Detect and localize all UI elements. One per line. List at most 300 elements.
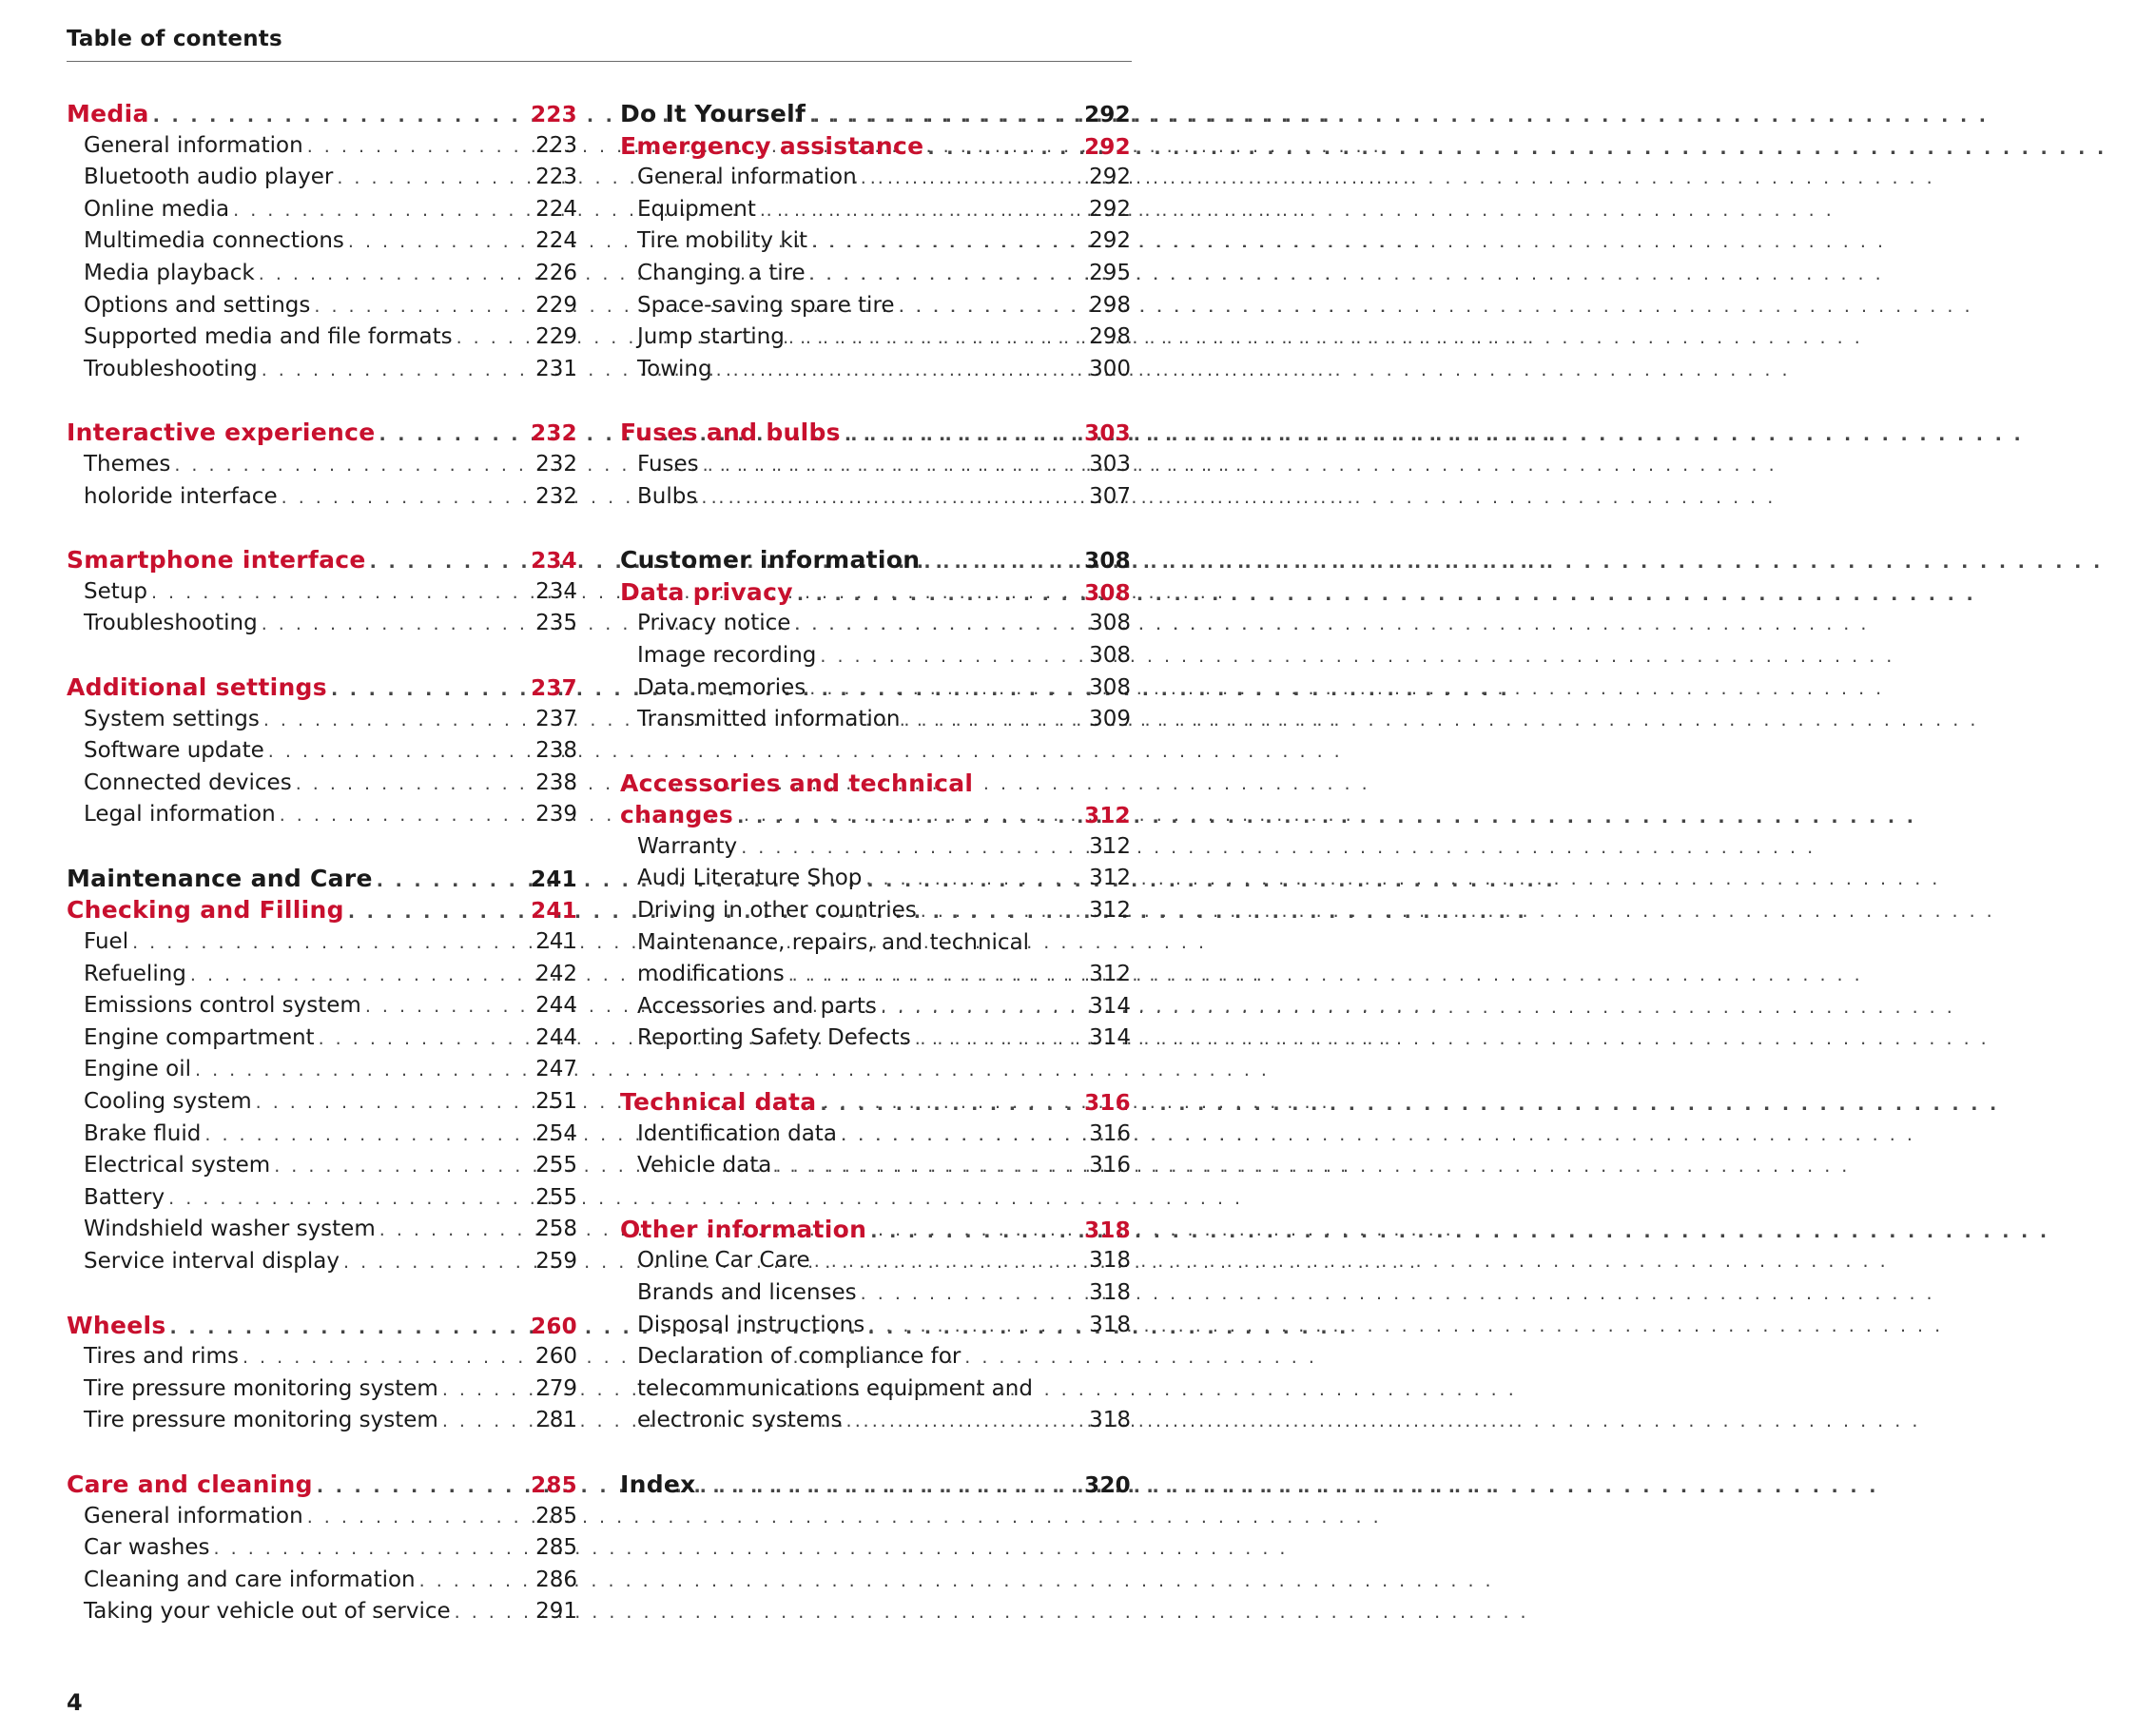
toc-entry-page: 241 <box>531 866 577 892</box>
toc-entry-page: 298 <box>1089 292 1131 318</box>
toc-entry-label: Service interval display <box>84 1249 340 1274</box>
toc-section <box>620 98 1131 385</box>
toc-item-declaration-of-compliance-for[interactable] <box>620 1341 1131 1373</box>
toc-item-data-memories[interactable] <box>620 672 1131 705</box>
toc-entry-page: 318 <box>1089 1312 1131 1337</box>
toc-entry-label: Engine compartment <box>84 1024 315 1050</box>
toc-entry-page: 237 <box>531 675 577 701</box>
toc-entry-page: 244 <box>535 1024 577 1050</box>
dot-leader <box>845 419 1059 452</box>
toc-item-space-saving-spare-tire[interactable] <box>620 290 1131 322</box>
toc-entry-page: 314 <box>1089 1025 1131 1051</box>
toc-entry-label: telecommunications equipment and <box>637 1375 1033 1401</box>
toc-item-cooling-system[interactable] <box>67 1086 577 1119</box>
toc-item-warranty[interactable] <box>620 831 1131 864</box>
toc-entry-page: 308 <box>1089 674 1131 700</box>
toc-heading-accessories-and-technical[interactable] <box>620 768 1131 800</box>
toc-entry-label: Identification data <box>637 1120 837 1146</box>
toc-item-driving-in-other-countries[interactable] <box>620 895 1131 927</box>
toc-entry-page: 226 <box>535 260 577 285</box>
toc-item-transmitted-information[interactable] <box>620 704 1131 736</box>
dot-leader <box>337 163 509 195</box>
toc-entry-page: 312 <box>1089 866 1131 891</box>
dot-leader <box>861 1278 1062 1311</box>
toc-entry-page: 235 <box>535 611 577 636</box>
toc-entry-label: Fuel <box>84 929 129 955</box>
toc-item-tire-pressure-monitoring-system[interactable] <box>67 1373 577 1406</box>
toc-entry-page: 292 <box>1089 228 1131 254</box>
toc-entry-page: 239 <box>535 802 577 828</box>
toc-entry-page: 247 <box>535 1057 577 1082</box>
toc-entry-page: 232 <box>531 421 577 447</box>
toc-entry-label: Software update <box>84 738 264 764</box>
dot-leader <box>274 1151 509 1183</box>
toc-entry-page: 308 <box>1084 580 1131 606</box>
toc-entry-label: Electrical system <box>84 1153 271 1178</box>
toc-entry-label: electronic systems <box>637 1408 843 1433</box>
toc-entry-label: Towing <box>637 356 712 381</box>
toc-item-equipment[interactable] <box>620 194 1131 226</box>
toc-entry-label: Engine oil <box>84 1057 191 1082</box>
toc-item-fuel[interactable] <box>67 926 577 959</box>
dot-leader <box>703 450 1062 482</box>
toc-entry-page: 300 <box>1089 356 1131 381</box>
dot-leader <box>741 832 1062 865</box>
toc-entry-label: Changing a tire <box>637 260 806 285</box>
dot-leader <box>262 355 509 387</box>
dot-leader <box>190 960 509 992</box>
toc-entry-label: Car washes <box>84 1535 210 1561</box>
toc-item-changing-a-tire[interactable] <box>620 258 1131 290</box>
toc-entry-label: Maintenance and Care <box>67 864 373 892</box>
toc-entry-label: Emergency assistance <box>620 131 924 160</box>
dot-leader <box>307 1502 509 1534</box>
toc-entry-label: Cooling system <box>84 1089 252 1115</box>
toc-item-identification-data[interactable] <box>620 1119 1131 1151</box>
toc-entry-label: Bluetooth audio player <box>84 165 334 190</box>
toc-entry-page: 320 <box>1084 1472 1131 1498</box>
toc-entry-label: Jump starting <box>637 324 785 350</box>
toc-entry-label: Image recording <box>637 642 817 668</box>
toc-entry-page: 232 <box>535 451 577 477</box>
toc-entry-page: 285 <box>531 1472 577 1498</box>
toc-item-brands-and-licenses[interactable] <box>620 1277 1131 1310</box>
toc-entry-label: Audi Literature Shop <box>637 866 863 891</box>
dot-leader <box>204 1120 509 1152</box>
toc-entry-label: changes <box>620 801 734 829</box>
dot-leader <box>788 960 1062 992</box>
toc-item-car-washes[interactable] <box>67 1532 577 1565</box>
dot-leader <box>343 1247 509 1279</box>
toc-entry-label: Taking your vehicle out of service <box>84 1599 451 1625</box>
toc-item-software-update[interactable] <box>67 735 577 768</box>
toc-entry-label: Multimedia connections <box>84 228 344 254</box>
dot-leader <box>915 1023 1062 1056</box>
toc-item-towing[interactable] <box>620 354 1131 386</box>
toc-entry-page: 279 <box>535 1375 577 1401</box>
toc-item-options-and-settings[interactable] <box>67 290 577 322</box>
toc-entry-page: 224 <box>535 196 577 222</box>
toc-item-themes[interactable] <box>67 449 577 481</box>
toc-entry-label: Space-saving spare tire <box>637 292 895 318</box>
dot-leader <box>903 705 1062 737</box>
toc-entry-label: Privacy notice <box>637 611 791 636</box>
dot-leader <box>214 1533 509 1566</box>
toc-entry-label: Refueling <box>84 961 186 986</box>
toc-entry-label: Disposal instructions <box>637 1312 865 1337</box>
toc-entry-page: 224 <box>535 228 577 254</box>
toc-section <box>67 863 577 1278</box>
dot-leader <box>865 864 1062 896</box>
toc-entry-page: 291 <box>535 1599 577 1625</box>
toc-subheading-checking-and-filling[interactable] <box>67 894 577 926</box>
dot-leader <box>921 896 1062 928</box>
toc-entry-label: General information <box>84 1503 303 1529</box>
toc-section <box>67 1310 577 1437</box>
dot-leader <box>331 674 506 707</box>
dot-leader <box>797 579 1059 612</box>
toc-entry-page: 234 <box>531 549 577 574</box>
toc-entry-label: Declaration of compliance for <box>637 1344 961 1370</box>
toc-item-privacy-notice[interactable] <box>620 608 1131 640</box>
toc-heading-interactive-experience[interactable] <box>67 417 577 449</box>
toc-item-connected-devices[interactable] <box>67 768 577 800</box>
toc-entry-label: Accessories and technical <box>620 769 974 797</box>
toc-entry-label: Data privacy <box>620 577 793 606</box>
toc-entry-label: Themes <box>84 451 171 477</box>
dot-leader <box>775 1151 1062 1183</box>
toc-section <box>620 1214 1131 1437</box>
dot-leader <box>841 1120 1062 1152</box>
toc-item-tires-and-rims[interactable] <box>67 1341 577 1373</box>
toc-entry-page: 241 <box>535 929 577 955</box>
toc-item-accessories-and-parts[interactable] <box>620 991 1131 1023</box>
toc-heading-index[interactable] <box>620 1469 1131 1501</box>
toc-item-disposal-instructions[interactable] <box>620 1310 1131 1342</box>
toc-item-tire-pressure-monitoring-system[interactable] <box>67 1405 577 1437</box>
toc-item-emissions-control-system[interactable] <box>67 990 577 1022</box>
toc-heading-customer-information[interactable] <box>620 544 1131 576</box>
toc-entry-label: Smartphone interface <box>67 546 366 574</box>
toc-entry-label: Fuses and bulbs <box>620 419 841 447</box>
dot-leader <box>377 866 506 898</box>
toc-entry-label: Equipment <box>637 196 756 222</box>
toc-item-maintenance-repairs-and-technical[interactable] <box>620 959 1131 991</box>
dot-leader <box>814 1246 1062 1278</box>
toc-entry-page: 316 <box>1084 1091 1131 1117</box>
dot-leader <box>442 1406 509 1438</box>
toc-item-holoride-interface[interactable] <box>67 481 577 514</box>
toc-entry-page: 234 <box>535 578 577 604</box>
toc-entry-label: Troubleshooting <box>84 611 258 636</box>
toc-item-bluetooth-audio-player[interactable] <box>67 162 577 194</box>
dot-leader <box>700 1471 1060 1504</box>
dot-leader <box>348 226 509 259</box>
toc-column-right <box>620 98 1131 1532</box>
toc-entry-label: Brake fluid <box>84 1120 202 1146</box>
toc-entry-page: 309 <box>1089 707 1131 732</box>
toc-entry-label: Index <box>620 1470 696 1498</box>
toc-item-audi-literature-shop[interactable] <box>620 863 1131 895</box>
dot-leader <box>788 322 1062 355</box>
toc-entry-label: Online media <box>84 196 230 222</box>
toc-item-bulbs[interactable] <box>620 481 1131 514</box>
toc-entry-label: Reporting Safety Defects <box>637 1025 911 1051</box>
toc-item-legal-information[interactable] <box>67 799 577 831</box>
toc-item-reporting-safety-defects[interactable] <box>620 1022 1131 1055</box>
toc-entry-label: Options and settings <box>84 292 311 318</box>
dot-leader <box>151 577 509 610</box>
dot-leader <box>899 291 1062 323</box>
toc-entry-label: Windshield washer system <box>84 1217 376 1242</box>
toc-entry-page: 241 <box>531 899 577 925</box>
toc-entry-label: Fuses <box>637 451 699 477</box>
toc-item-declaration-of-compliance-for[interactable] <box>620 1373 1131 1406</box>
dot-leader <box>174 450 509 482</box>
dot-leader <box>256 1087 509 1120</box>
toc-entry-page: 244 <box>535 993 577 1019</box>
toc-subheading-data-privacy[interactable] <box>620 576 1131 609</box>
toc-entry-page: 259 <box>535 1249 577 1274</box>
dot-leader <box>809 101 1059 133</box>
toc-entry-label: Media <box>67 100 149 127</box>
toc-item-windshield-washer-system[interactable] <box>67 1214 577 1246</box>
toc-entry-label: Wheels <box>67 1311 166 1339</box>
dot-leader <box>716 355 1062 387</box>
toc-entry-page: 238 <box>535 769 577 795</box>
dot-leader <box>348 897 506 929</box>
toc-item-setup[interactable] <box>67 576 577 609</box>
toc-entry-label: Tire pressure monitoring system <box>84 1408 438 1433</box>
toc-section <box>67 1469 577 1628</box>
dot-leader <box>820 641 1062 673</box>
dot-leader <box>923 547 1059 579</box>
toc-entry-label: Do It Yourself <box>620 100 806 127</box>
toc-entry-page: 285 <box>535 1503 577 1529</box>
toc-item-fuses[interactable] <box>620 449 1131 481</box>
toc-entry-label: Media playback <box>84 260 255 285</box>
toc-item-taking-your-vehicle-out-of-service[interactable] <box>67 1596 577 1628</box>
toc-entry-page: 281 <box>535 1408 577 1433</box>
toc-entry-page: 298 <box>1089 324 1131 350</box>
toc-entry-page: 255 <box>535 1153 577 1178</box>
dot-leader <box>319 1023 509 1056</box>
toc-entry-label: General information <box>84 132 303 158</box>
dot-leader <box>701 482 1062 515</box>
dot-leader <box>861 163 1062 195</box>
dot-leader <box>760 195 1062 227</box>
toc-entry-label: Data memories <box>637 674 806 700</box>
toc-entry-label: Tire pressure monitoring system <box>84 1375 438 1401</box>
toc-entry-label: Legal information <box>84 802 276 828</box>
dot-leader <box>881 992 1062 1024</box>
dot-leader <box>809 259 1062 291</box>
toc-entry-label: Connected devices <box>84 769 292 795</box>
toc-entry-page: 255 <box>535 1184 577 1210</box>
toc-entry-page: 308 <box>1089 642 1131 668</box>
toc-item-online-media[interactable] <box>67 194 577 226</box>
toc-entry-label: Setup <box>84 578 147 604</box>
toc-entry-label: System settings <box>84 706 260 731</box>
dot-leader <box>456 322 509 355</box>
toc-entry-page: 237 <box>535 706 577 731</box>
toc-heading-smartphone-interface[interactable] <box>67 544 577 576</box>
toc-item-tire-mobility-kit[interactable] <box>620 225 1131 258</box>
toc-heading-do-it-yourself[interactable] <box>620 98 1131 130</box>
dot-leader <box>365 991 509 1023</box>
toc-entry-page: 318 <box>1089 1280 1131 1305</box>
toc-entry-label: holoride interface <box>84 483 278 509</box>
toc-entry-page: 312 <box>1089 833 1131 859</box>
toc-item-cleaning-and-care-information[interactable] <box>67 1565 577 1597</box>
toc-entry-label: Tire mobility kit <box>637 228 808 254</box>
toc-entry-label: Brands and licenses <box>637 1280 857 1305</box>
toc-entry-page: 292 <box>1084 134 1131 160</box>
toc-entry-page: 238 <box>535 738 577 764</box>
toc-section <box>67 98 577 385</box>
toc-entry-page: 223 <box>535 165 577 190</box>
toc-item-vehicle-data[interactable] <box>620 1150 1131 1182</box>
toc-item-media-playback[interactable] <box>67 258 577 290</box>
toc-item-troubleshooting[interactable] <box>67 354 577 386</box>
dot-leader <box>282 482 509 515</box>
dot-leader <box>233 195 509 227</box>
toc-entry-page: 292 <box>1089 165 1131 190</box>
dot-leader <box>262 609 509 641</box>
toc-entry-page: 251 <box>535 1089 577 1115</box>
toc-entry-label: General information <box>637 165 857 190</box>
toc-entry-page: 316 <box>1089 1120 1131 1146</box>
toc-entry-label: Other information <box>620 1215 867 1243</box>
toc-entry-label: Driving in other countries <box>637 898 917 924</box>
toc-entry-label: Checking and Filling <box>67 896 344 925</box>
dot-leader <box>379 419 506 452</box>
toc-entry-page: 312 <box>1084 804 1131 829</box>
toc-entry-page: 229 <box>535 324 577 350</box>
toc-entry-page: 223 <box>535 132 577 158</box>
toc-entry-label: Bulbs <box>637 483 698 509</box>
toc-entry-page: 308 <box>1089 611 1131 636</box>
toc-item-engine-oil[interactable] <box>67 1054 577 1086</box>
toc-entry-page: 231 <box>535 356 577 381</box>
toc-item-electrical-system[interactable] <box>67 1150 577 1182</box>
dot-leader <box>314 291 509 323</box>
dot-leader <box>809 673 1062 706</box>
toc-entry-page: 258 <box>535 1217 577 1242</box>
toc-heading-media[interactable] <box>67 98 577 130</box>
toc-entry-page: 316 <box>1089 1153 1131 1178</box>
toc-heading-other-information[interactable] <box>620 1214 1131 1246</box>
toc-heading-fuses-and-bulbs[interactable] <box>620 417 1131 449</box>
toc-entry-label: Supported media and file formats <box>84 324 453 350</box>
toc-heading-changes[interactable] <box>620 799 1131 831</box>
dot-leader <box>296 769 509 801</box>
toc-heading-additional-settings[interactable] <box>67 672 577 704</box>
toc-entry-page: 223 <box>531 103 577 127</box>
toc-entry-label: Cleaning and care information <box>84 1567 416 1592</box>
toc-entry-page: 260 <box>531 1314 577 1339</box>
toc-entry-label: Accessories and parts <box>637 993 877 1019</box>
toc-item-general-information[interactable] <box>67 1501 577 1533</box>
toc-item-supported-media-and-file-formats[interactable] <box>67 321 577 354</box>
toc-item-jump-starting[interactable] <box>620 321 1131 354</box>
toc-item-maintenance-repairs-and-technical[interactable] <box>620 927 1131 960</box>
toc-entry-page: 285 <box>535 1535 577 1561</box>
dot-leader <box>868 1311 1062 1343</box>
toc-entry-page: 242 <box>535 961 577 986</box>
toc-entry-label: Online Car Care <box>637 1248 810 1274</box>
toc-entry-page: 292 <box>1084 103 1131 127</box>
toc-entry-page: 254 <box>535 1120 577 1146</box>
dot-leader <box>259 259 509 291</box>
dot-leader <box>845 1406 1062 1438</box>
toc-section <box>620 544 1131 736</box>
toc-entry-label: Customer information <box>620 546 921 574</box>
dot-leader <box>170 1313 507 1345</box>
toc-item-online-car-care[interactable] <box>620 1245 1131 1277</box>
toc-section <box>67 544 577 640</box>
dot-leader <box>153 101 506 133</box>
toc-entry-label: Additional settings <box>67 672 327 701</box>
toc-entry-label: Battery <box>84 1184 165 1210</box>
toc-entry-page: 232 <box>535 483 577 509</box>
dot-leader <box>317 1471 506 1504</box>
toc-item-engine-compartment[interactable] <box>67 1022 577 1055</box>
toc-entry-page: 314 <box>1089 993 1131 1019</box>
toc-item-refueling[interactable] <box>67 959 577 991</box>
toc-section <box>67 672 577 831</box>
dot-leader <box>419 1566 509 1598</box>
dot-leader <box>168 1183 509 1216</box>
toc-heading-care-and-cleaning[interactable] <box>67 1469 577 1501</box>
dot-leader <box>243 1342 509 1374</box>
toc-item-image-recording[interactable] <box>620 640 1131 672</box>
toc-subheading-emergency-assistance[interactable] <box>620 130 1131 163</box>
toc-item-service-interval-display[interactable] <box>67 1246 577 1278</box>
toc-item-general-information[interactable] <box>620 162 1131 194</box>
toc-item-troubleshooting[interactable] <box>67 608 577 640</box>
toc-section <box>67 417 577 513</box>
toc-item-brake-fluid[interactable] <box>67 1119 577 1151</box>
toc-entry-label: modifications <box>637 962 785 987</box>
dot-leader <box>455 1597 509 1629</box>
toc-heading-technical-data[interactable] <box>620 1086 1131 1119</box>
toc-entry-label: Tires and rims <box>84 1344 239 1370</box>
dot-leader <box>379 1215 509 1247</box>
toc-column-left <box>67 98 577 1660</box>
toc-entry-page: 318 <box>1089 1248 1131 1274</box>
toc-item-general-information[interactable] <box>67 130 577 163</box>
page-number: 4 <box>67 1689 83 1716</box>
toc-item-system-settings[interactable] <box>67 704 577 736</box>
dot-leader <box>737 802 1059 834</box>
toc-item-multimedia-connections[interactable] <box>67 225 577 258</box>
toc-entry-label: Troubleshooting <box>84 356 258 381</box>
dot-leader <box>811 226 1062 259</box>
dot-leader <box>370 547 506 579</box>
toc-entry-page: 286 <box>535 1567 577 1592</box>
toc-item-declaration-of-compliance-for[interactable] <box>620 1405 1131 1437</box>
toc-item-battery[interactable] <box>67 1182 577 1215</box>
toc-section <box>620 1469 1131 1501</box>
toc-heading-wheels[interactable] <box>67 1310 577 1342</box>
toc-entry-label: Interactive experience <box>67 419 376 447</box>
dot-leader <box>268 736 509 769</box>
toc-entry-page: 312 <box>1089 962 1131 987</box>
toc-heading-maintenance-and-care[interactable] <box>67 863 577 895</box>
toc-entry-page: 312 <box>1089 898 1131 924</box>
toc-entry-page: 295 <box>1089 260 1131 285</box>
